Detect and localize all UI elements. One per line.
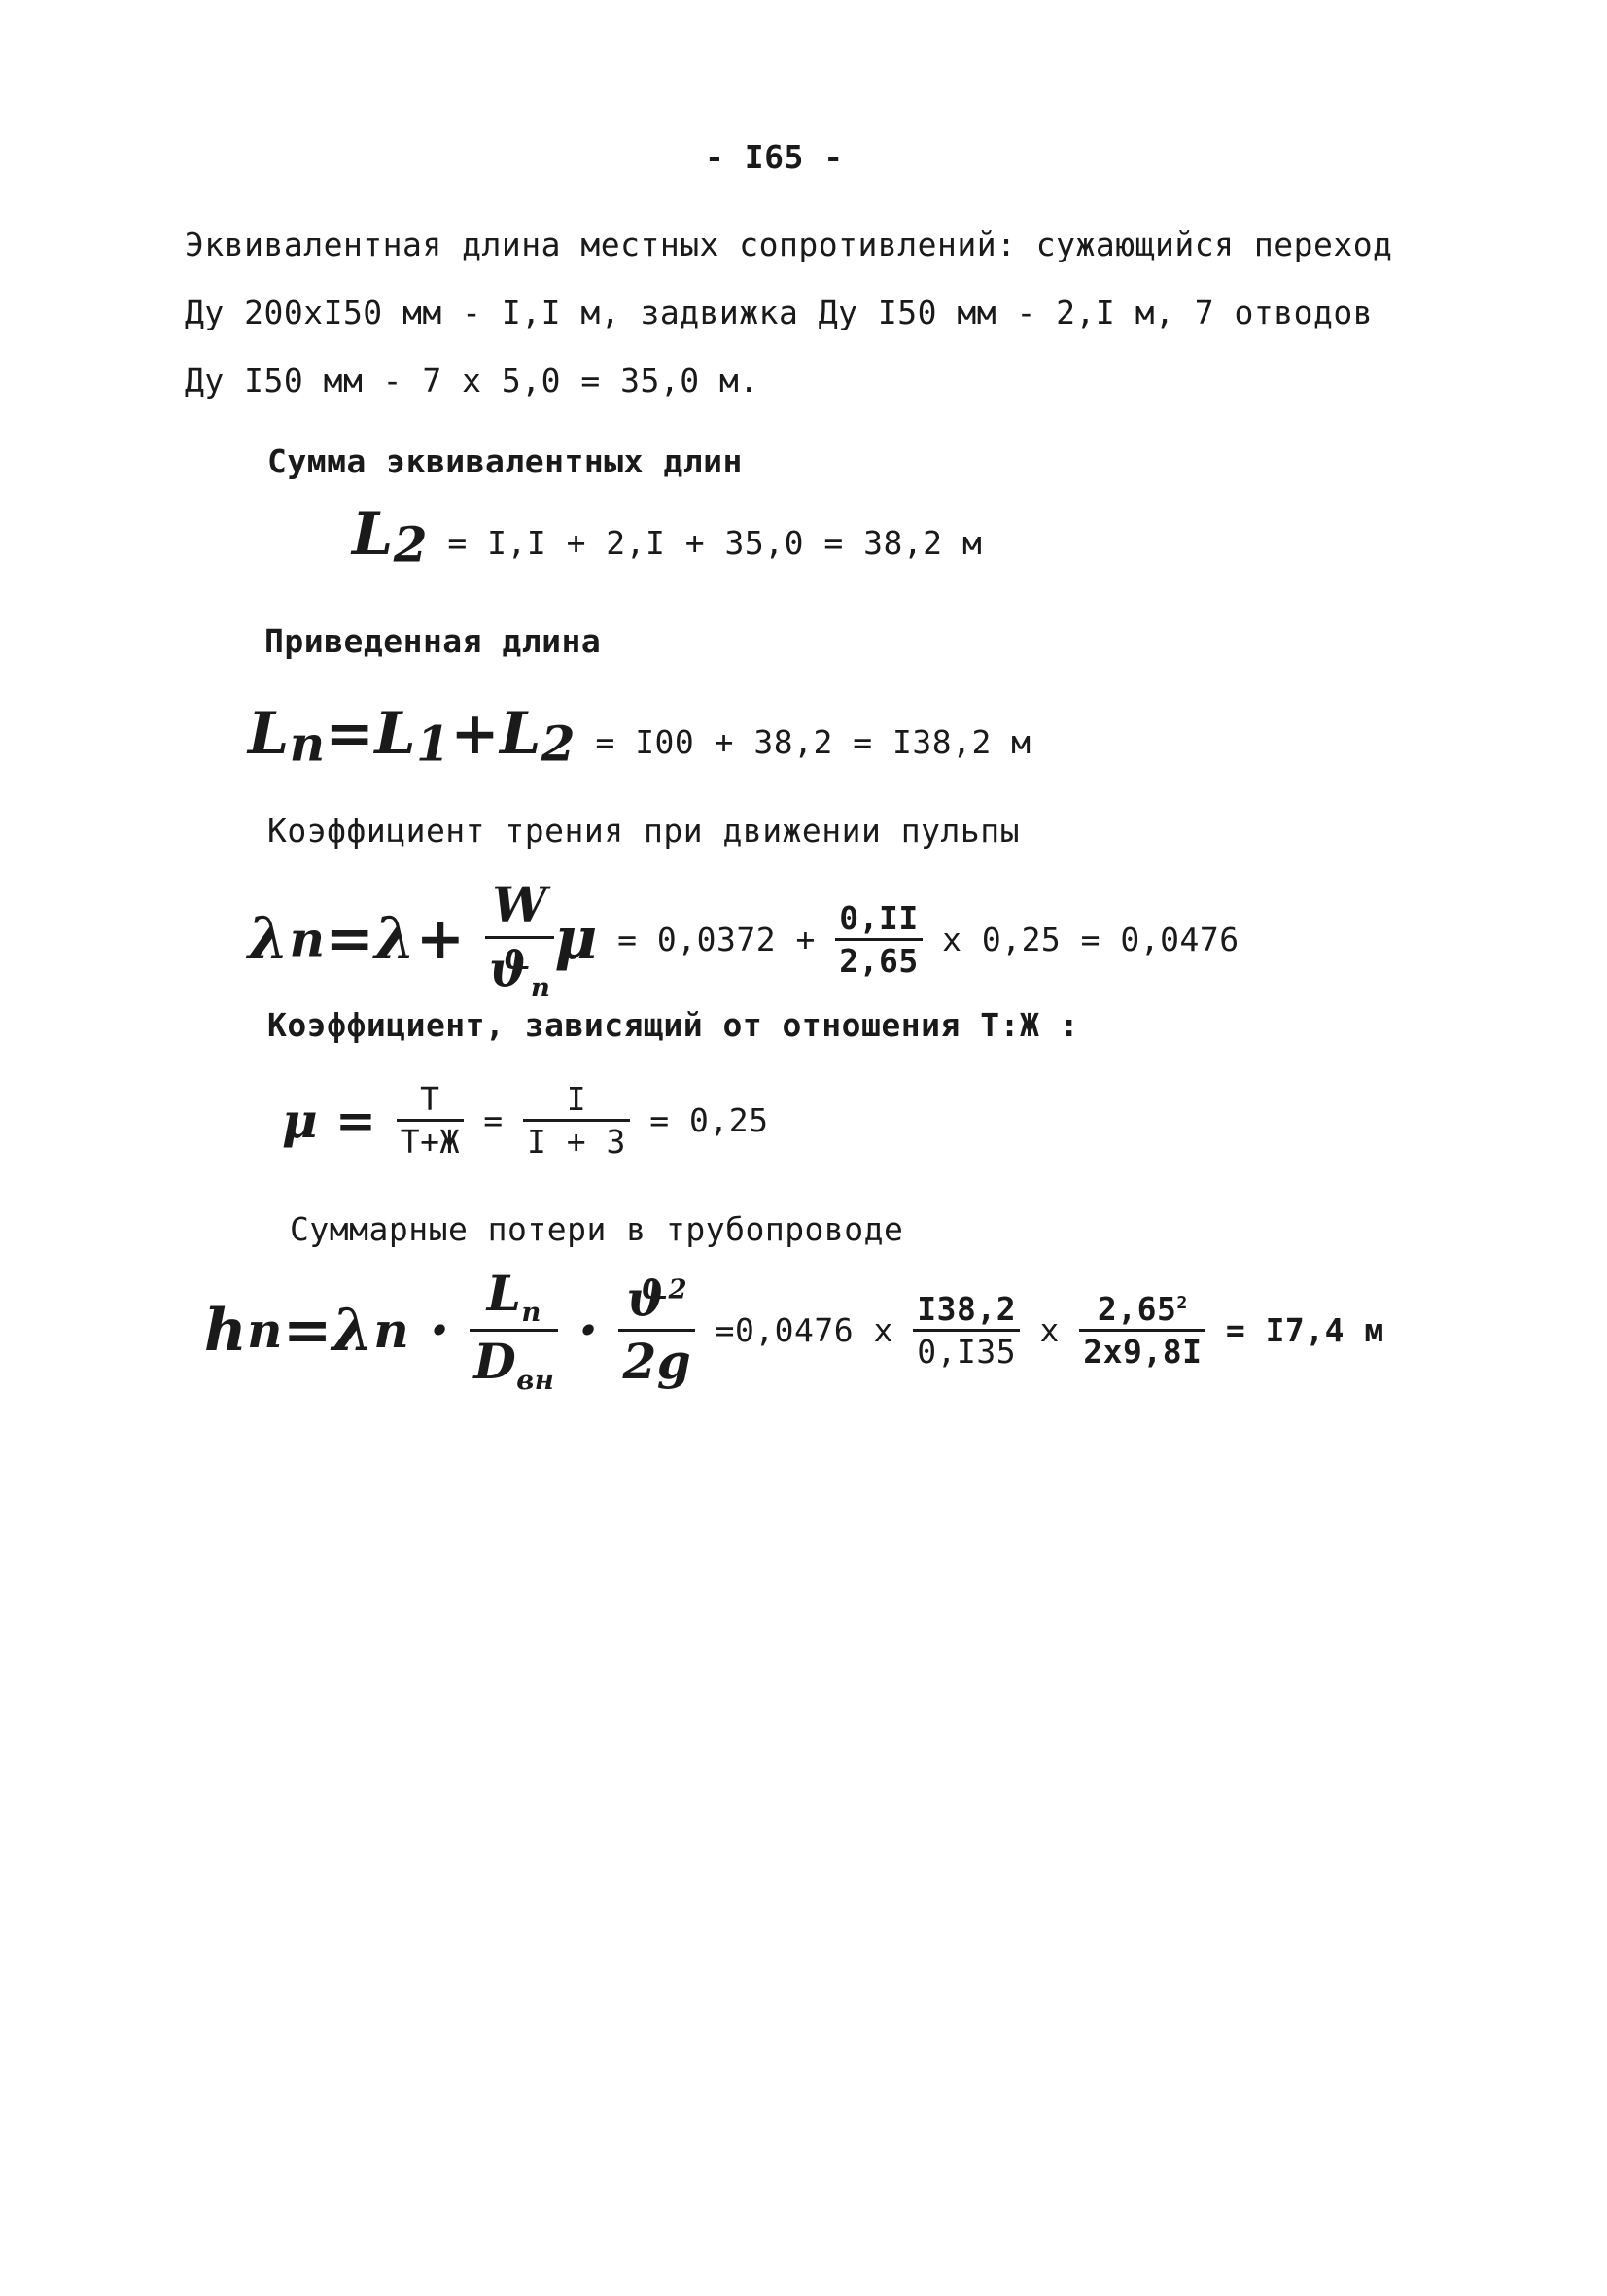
formula-fraction <box>470 1264 558 1398</box>
fraction-numerator: 2,65$^2$ <box>1079 1289 1205 1332</box>
formula-term: μ <box>554 905 598 974</box>
formula-rhs: = I,I + 2,I + 35,0 = 38,2 м <box>447 524 983 562</box>
formula-dot: · <box>577 1296 600 1365</box>
formula-fraction <box>913 1289 1020 1373</box>
formula-fraction <box>523 1079 630 1163</box>
coefficient-label: Коэффициент, зависящий от отношения Т:Ж : <box>267 1006 1080 1044</box>
formula-fraction <box>397 1079 464 1163</box>
intro-line-3: Ду I50 мм - 7 х 5,0 = 35,0 м. <box>185 362 759 400</box>
fraction-numerator: $ϑ^2$ <box>618 1269 695 1333</box>
fraction-denominator: 2х9,8I <box>1083 1333 1203 1372</box>
formula-dot: · <box>429 1296 450 1365</box>
formula-subscript: 1 <box>416 714 451 773</box>
formula-operator: х <box>1039 1311 1060 1350</box>
fraction-denominator: 2g <box>622 1333 692 1391</box>
friction-label: Коэффициент трения при движении пульпы <box>267 812 1020 850</box>
formula-term: =λ+ <box>325 905 466 974</box>
formula-subscript: 2 <box>393 515 428 574</box>
fraction-denominator: 0,I35 <box>917 1333 1017 1372</box>
formula-subscript: 2 <box>541 714 576 773</box>
fraction-denominator: $D_{вн}$ <box>473 1333 555 1397</box>
fraction-denominator: $ϑ_n$ <box>488 939 551 1003</box>
formula-fraction <box>618 1269 695 1393</box>
formula-subscript: n <box>289 714 326 773</box>
fraction-denominator: 2,65 <box>839 941 919 980</box>
formula-symbol: λ <box>248 905 290 974</box>
sum-equivalent-formula <box>352 501 982 574</box>
fraction-denominator: I + 3 <box>527 1123 626 1162</box>
formula-symbol: L <box>352 501 394 569</box>
formula-symbol: L <box>248 700 290 768</box>
formula-rhs: =0,0476 х <box>715 1311 893 1350</box>
formula-rhs: = I00 + 38,2 = I38,2 м <box>595 723 1031 761</box>
formula-rhs: = 0,25 <box>649 1101 769 1140</box>
formula-subscript: n <box>373 1301 410 1359</box>
fraction-numerator: $L_п$ <box>470 1264 558 1332</box>
coefficient-formula <box>282 1079 768 1163</box>
formula-symbol: μ = <box>282 1092 377 1150</box>
total-losses-label: Суммарные потери в трубопроводе <box>290 1210 904 1248</box>
fraction-numerator: I38,2 <box>913 1289 1020 1332</box>
formula-term: =λ <box>282 1296 374 1365</box>
formula-subscript: n <box>289 910 326 968</box>
formula-operator: = <box>483 1101 504 1140</box>
formula-fraction <box>485 875 554 1004</box>
formula-symbol: h <box>204 1296 248 1365</box>
fraction-numerator: Т <box>397 1079 464 1122</box>
formula-fraction <box>835 898 922 982</box>
reduced-length-label: Приведенная длина <box>264 622 602 660</box>
total-losses-formula <box>204 1264 1384 1398</box>
formula-subscript: n <box>247 1301 283 1359</box>
fraction-denominator: Т+Ж <box>400 1123 460 1162</box>
friction-formula <box>248 875 1240 1004</box>
fraction-numerator: I <box>523 1079 630 1122</box>
formula-term: +L <box>450 700 541 768</box>
formula-term: =L <box>325 700 417 768</box>
page-number: - I65 - <box>705 138 844 176</box>
reduced-length-formula <box>248 700 1031 773</box>
formula-rhs: = I7,4 м <box>1225 1311 1384 1350</box>
formula-rhs: = 0,0372 + <box>617 920 816 958</box>
fraction-numerator: W <box>485 875 554 939</box>
fraction-numerator: 0,II <box>835 898 922 941</box>
sum-equivalent-label: Сумма эквивалентных длин <box>267 442 743 480</box>
formula-rhs: х 0,25 = 0,0476 <box>942 920 1240 958</box>
intro-line-1: Эквивалентная длина местных сопротивлений: сужающийся переход <box>185 226 1393 263</box>
formula-fraction <box>1079 1289 1205 1373</box>
intro-line-2: Ду 200хI50 мм - I,I м, задвижка Ду I50 мм - 2,I м, 7 отводов <box>185 294 1374 331</box>
